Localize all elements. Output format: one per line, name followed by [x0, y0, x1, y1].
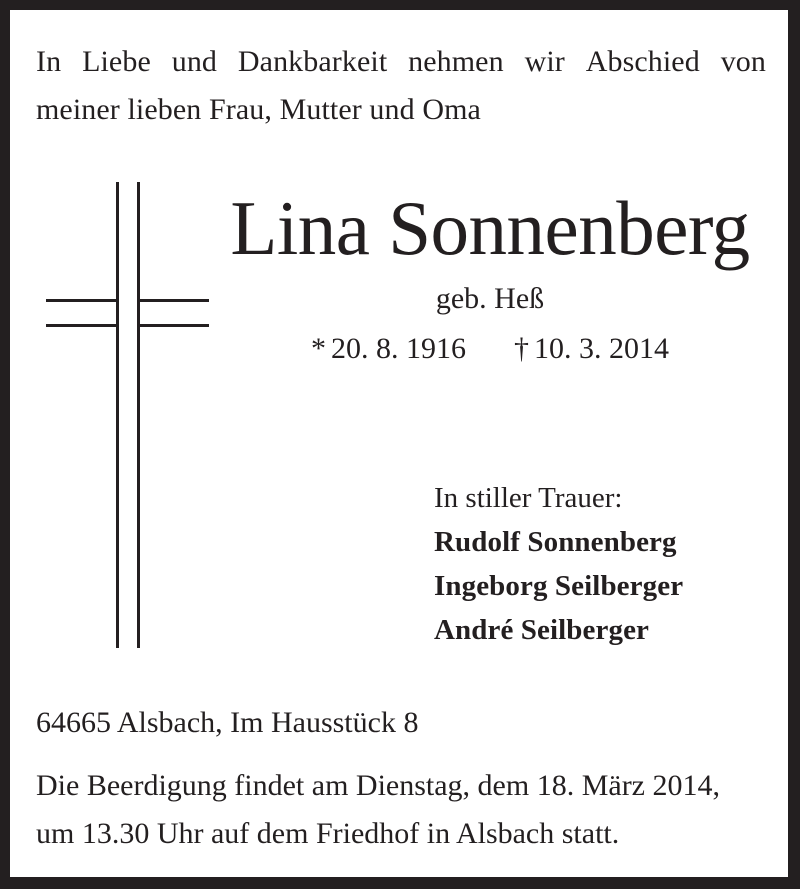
mourner-name: Ingeborg Seilberger	[434, 570, 684, 602]
mourners-block	[434, 476, 764, 652]
life-dates	[210, 330, 770, 368]
birth-date-group	[311, 332, 466, 365]
service-details	[36, 762, 772, 858]
cross-arm-bottom-left-stroke	[46, 324, 116, 327]
mourner-name: Rudolf Sonnenberg	[434, 526, 677, 558]
intro-word: Liebe	[82, 45, 151, 78]
cross-vertical-left-stroke	[116, 182, 119, 648]
birth-date: 20. 8. 1916	[331, 332, 466, 365]
intro-line-1	[36, 38, 766, 86]
intro-word: wir	[524, 45, 565, 78]
intro-word: In	[36, 45, 62, 78]
cross-arm-top-right-stroke	[140, 299, 209, 302]
deceased-block	[210, 186, 770, 368]
intro-word: nehmen	[408, 45, 504, 78]
address-line: 64665 Alsbach, Im Hausstück 8	[36, 706, 419, 739]
death-symbol: †	[514, 332, 529, 365]
intro-word: von	[720, 45, 766, 78]
intro-word: Abschied	[585, 45, 700, 78]
death-date: 10. 3. 2014	[534, 332, 669, 365]
maiden-name: geb. Heß	[435, 282, 545, 315]
obituary-canvas	[10, 10, 788, 877]
intro-line-2: meiner lieben Frau, Mutter und Oma	[36, 93, 481, 126]
cross-arm-bottom-right-stroke	[140, 324, 209, 327]
intro-text	[36, 38, 766, 134]
cross-arm-top-left-stroke	[46, 299, 116, 302]
deceased-name: Lina Sonnenberg	[230, 185, 750, 271]
christian-cross-outline-icon	[36, 182, 226, 662]
cross-vertical-right-stroke	[137, 182, 140, 648]
service-line-1: Die Beerdigung findet am Dienstag, dem 18. März 2014,	[36, 769, 720, 802]
intro-word: und	[171, 45, 218, 78]
birth-symbol: *	[311, 332, 326, 365]
intro-word: Dankbarkeit	[237, 45, 388, 78]
service-line-2: um 13.30 Uhr auf dem Friedhof in Alsbach statt.	[36, 817, 620, 850]
mourners-title: In stiller Trauer:	[434, 482, 623, 514]
mourner-name: André Seilberger	[434, 614, 650, 646]
death-date-group	[514, 332, 669, 365]
